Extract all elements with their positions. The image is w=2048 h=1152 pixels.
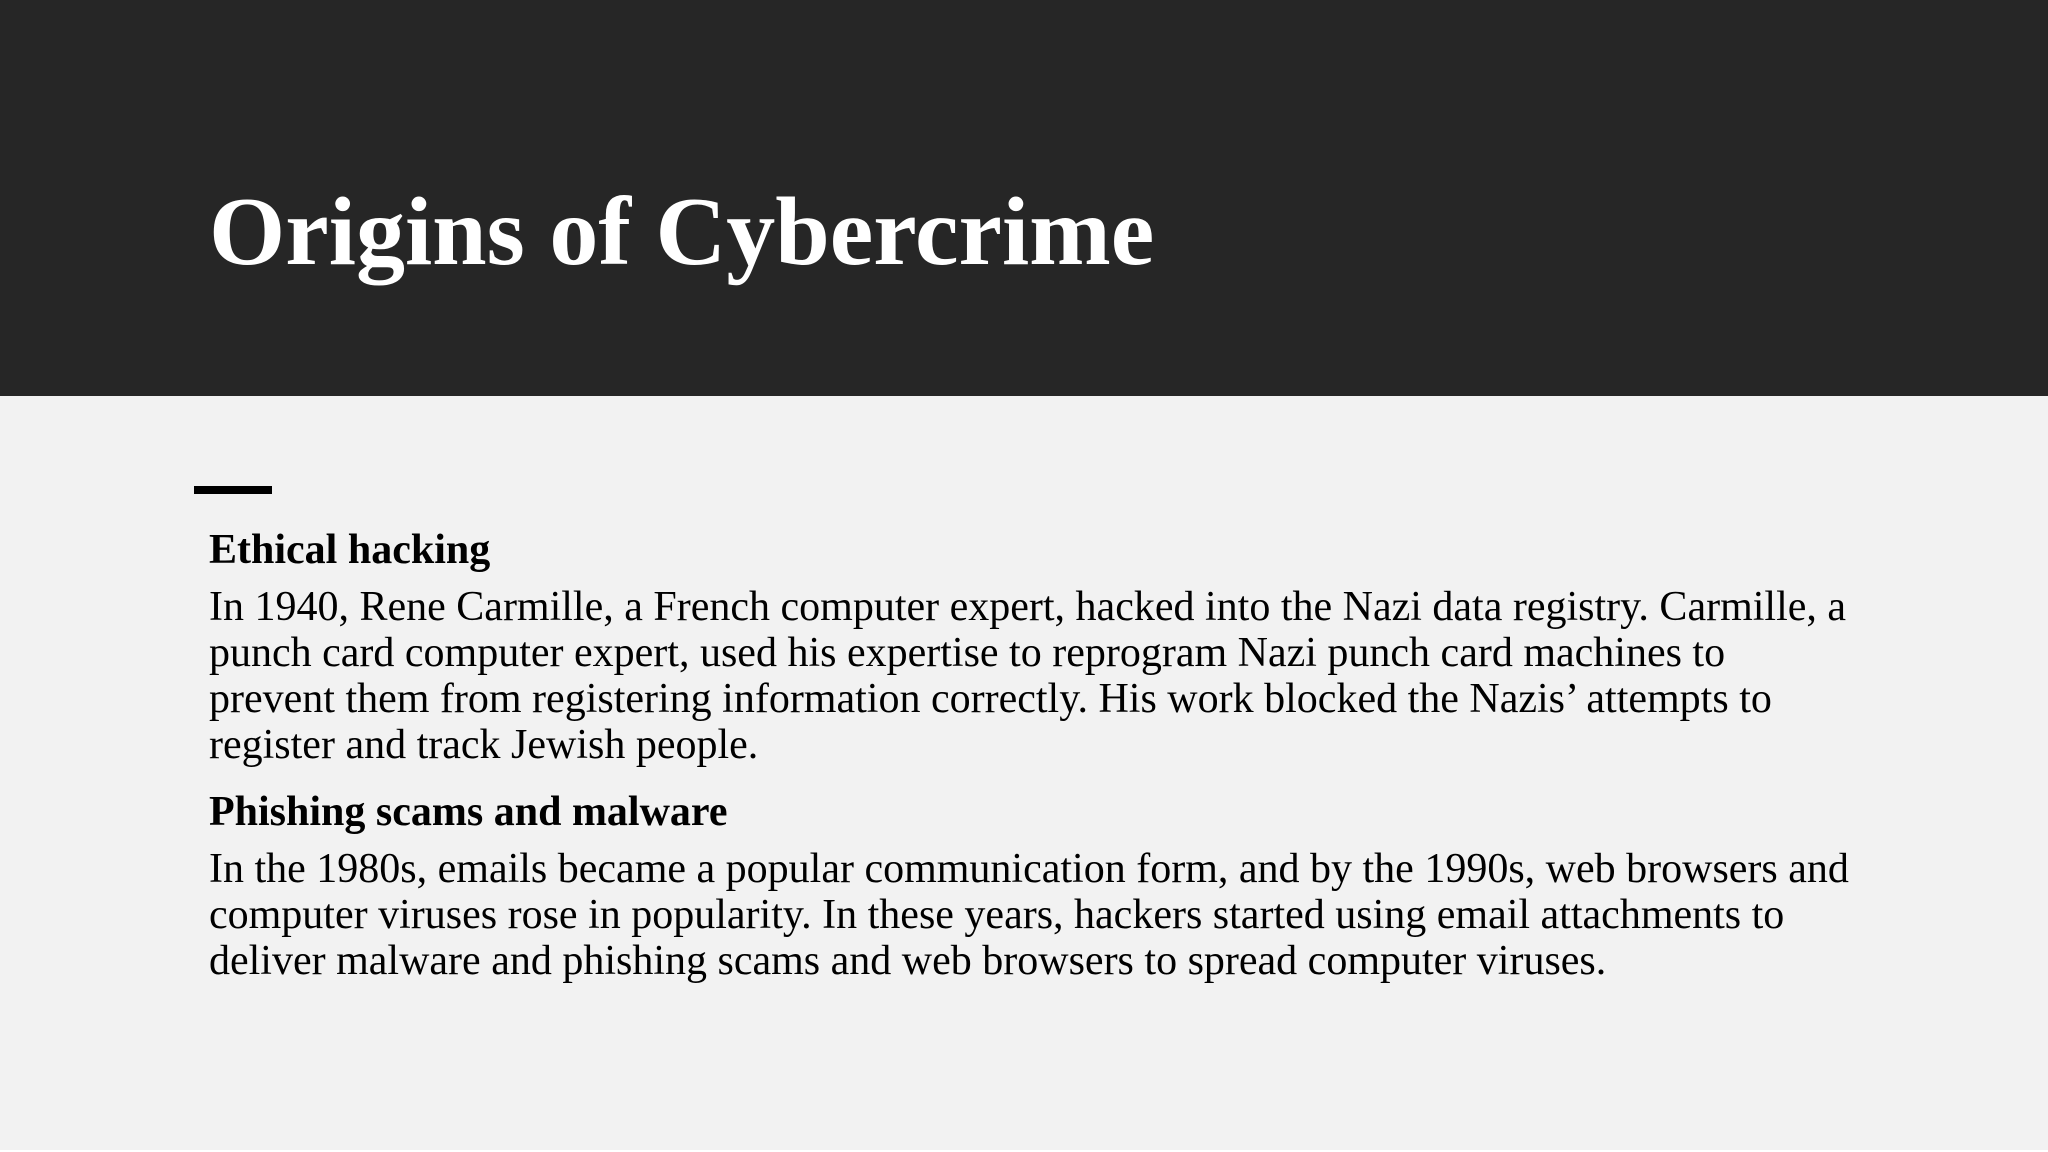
section-heading: Ethical hacking: [209, 527, 491, 573]
section-body: In 1940, Rene Carmille, a French computer expert, hacked into the Nazi data registry. Carmille, a punch card computer expert, used his expertise to reprogram Nazi punch card machines to prevent them from registering information correctly. His work blocked the Nazis’ attempts to register and track Jewish people.: [209, 584, 1847, 768]
section-heading: Phishing scams and malware: [209, 789, 728, 835]
section-body: In the 1980s, emails became a popular communication form, and by the 1990s, web browsers and computer viruses rose in popularity. In these years, hackers started using email attachments to deliver malware and phishing scams and web browsers to spread computer viruses.: [209, 846, 1849, 984]
section-phishing-malware: [209, 782, 1849, 984]
slide-content: [209, 520, 1849, 984]
accent-bar: [194, 486, 272, 494]
section-ethical-hacking: [209, 520, 1849, 768]
slide-title: Origins of Cybercrime: [209, 178, 1155, 286]
